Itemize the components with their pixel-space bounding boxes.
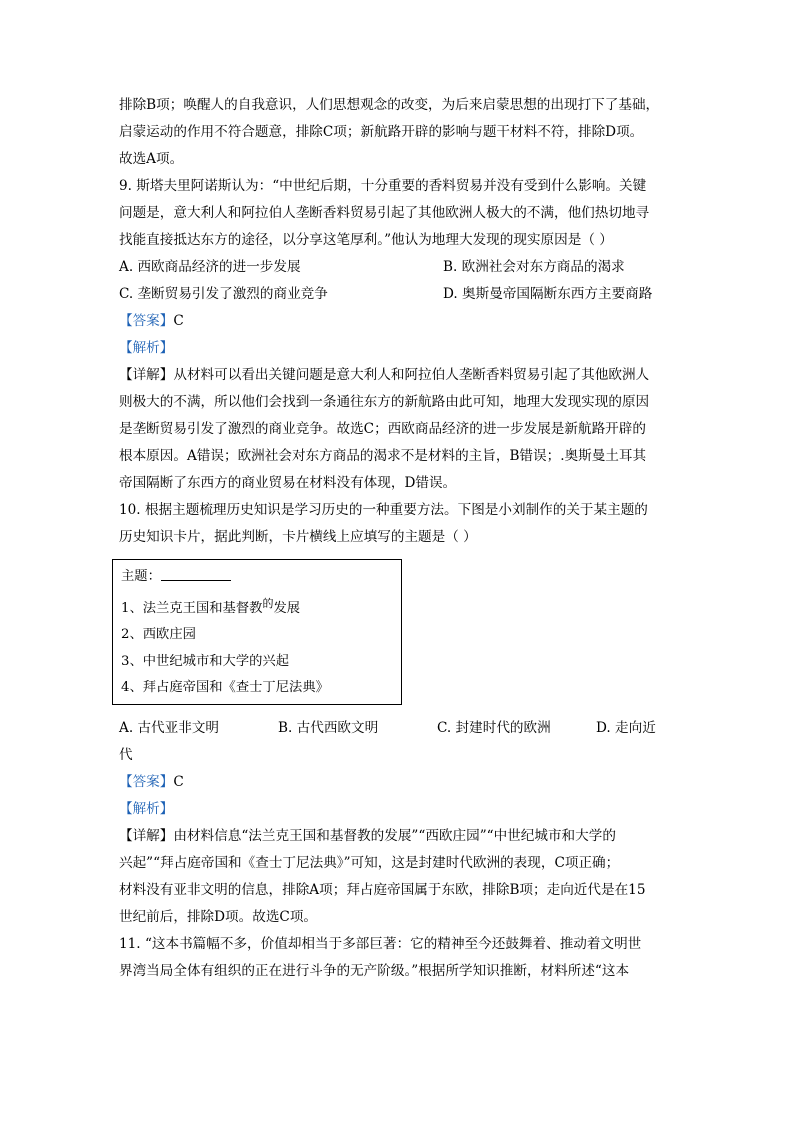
q10-detail: 世纪前后，排除D项。故选C项。 xyxy=(119,909,318,925)
q9-option-d: D. 奥斯曼帝国隔断东西方主要商路 xyxy=(443,286,653,302)
q10-option-b: B. 古代西欧文明 xyxy=(278,720,379,736)
q10-detail: 材料没有亚非文明的信息，排除A项；拜占庭帝国属于东欧，排除B项；走向近代是在15 xyxy=(119,882,646,898)
q10-option-wrap: 代 xyxy=(119,747,133,763)
analysis-tag: 【解析】 xyxy=(119,801,174,817)
q10-option-c: C. 封建时代的欧洲 xyxy=(437,720,551,736)
answer-value: C xyxy=(173,774,184,790)
q9-detail: 是垄断贸易引发了激烈的商业竞争。故选C；西欧商品经济的进一步发展是新航路开辟的 xyxy=(119,421,646,437)
q10-analysis xyxy=(119,796,679,823)
q9-answer xyxy=(119,308,679,335)
q9-analysis xyxy=(119,335,679,362)
history-knowledge-card xyxy=(112,559,402,705)
card-item: 4、拜占庭帝国和《查士丁尼法典》 xyxy=(121,680,329,695)
answer-tag: 【答案】 xyxy=(119,313,174,329)
q10-detail: 兴起”“拜占庭帝国和《查士丁尼法典》”可知，这是封建时代欧洲的表现，C项正确； xyxy=(119,855,620,871)
answer-tag: 【答案】 xyxy=(119,774,174,790)
detail-tag: 【详解】 xyxy=(119,828,174,844)
q11-stem: 11. “这本书篇幅不多，价值却相当于多部巨著：它的精神至今还鼓舞着、推动着文明世 xyxy=(119,936,642,952)
card-item: 3、中世纪城市和大学的兴起 xyxy=(121,653,290,669)
card-item-text: 发展 xyxy=(273,600,301,616)
card-item-text: 1、法兰克王国和基督教 xyxy=(121,600,263,616)
q10-detail xyxy=(119,823,679,850)
card-title-label: 主题： xyxy=(121,569,161,584)
q9-stem: 9. 斯塔夫里阿诺斯认为：“中世纪后期，十分重要的香料贸易并没有受到什么影响。关键 xyxy=(119,178,647,194)
card-title xyxy=(121,564,401,591)
q9-detail: 则极大的不满，所以他们会找到一条通往东方的新航路由此可知，地理大发现实现的原因 xyxy=(119,394,650,410)
detail-text: 由材料信息“法兰克王国和基督教的发展”“西欧庄园”“中世纪城市和大学的 xyxy=(173,828,616,844)
q10-stem: 10. 根据主题梳理历史知识是学习历史的一种重要方法。下图是小刘制作的关于某主题的 xyxy=(119,502,648,518)
q10-option-a: A. 古代亚非文明 xyxy=(119,720,220,736)
card-item: 2、西欧庄园 xyxy=(121,627,196,642)
q9-options-row xyxy=(119,281,679,308)
q10-option-d: D. 走向近 xyxy=(596,720,656,736)
detail-text: 从材料可以看出关键问题是意大利人和阿拉伯人垄断香料贸易引起了其他欧洲人 xyxy=(173,367,650,383)
q11-stem: 界湾当局全体有组织的正在进行斗争的无产阶级。”根据所学知识推断，材料所述“这本 xyxy=(119,963,630,979)
q9-detail: 帝国隔断了东西方的商业贸易在材料没有体现，D错误。 xyxy=(119,475,457,491)
q10-stem: 历史知识卡片，据此判断，卡片横线上应填写的主题是（ ） xyxy=(119,529,477,545)
card-item-sup: 的 xyxy=(262,596,274,610)
document-page xyxy=(119,92,679,985)
text-line: 故选A项。 xyxy=(119,151,184,167)
q9-detail xyxy=(119,362,679,389)
q9-stem: 找能直接抵达东方的途径，以分享这笔厚利。”他认为地理大发现的现实原因是（ ） xyxy=(119,232,613,248)
q10-answer xyxy=(119,769,679,796)
card-title-blank xyxy=(161,566,231,581)
q10-options-row xyxy=(119,715,679,742)
text-line: 排除B项；唤醒人的自我意识，人们思想观念的改变，为后来启蒙思想的出现打下了基础， xyxy=(119,97,660,113)
answer-value: C xyxy=(173,313,184,329)
q9-option-b: B. 欧洲社会对东方商品的渴求 xyxy=(443,259,625,275)
q9-stem: 问题是，意大利人和阿拉伯人垄断香料贸易引起了其他欧洲人极大的不满，他们热切地寻 xyxy=(119,205,650,221)
q9-option-c: C. 垄断贸易引发了激烈的商业竞争 xyxy=(119,286,328,302)
text-line: 启蒙运动的作用不符合题意，排除C项；新航路开辟的影响与题干材料不符，排除D项。 xyxy=(119,124,644,140)
detail-tag: 【详解】 xyxy=(119,367,174,383)
q9-options-row xyxy=(119,254,679,281)
q9-option-a: A. 西欧商品经济的进一步发展 xyxy=(119,259,301,275)
card-item xyxy=(121,591,401,623)
analysis-tag: 【解析】 xyxy=(119,340,174,356)
q9-detail: 根本原因。A错误；欧洲社会对东方商品的渴求不是材料的主旨，B错误；.奥斯曼土耳其 xyxy=(119,448,647,464)
